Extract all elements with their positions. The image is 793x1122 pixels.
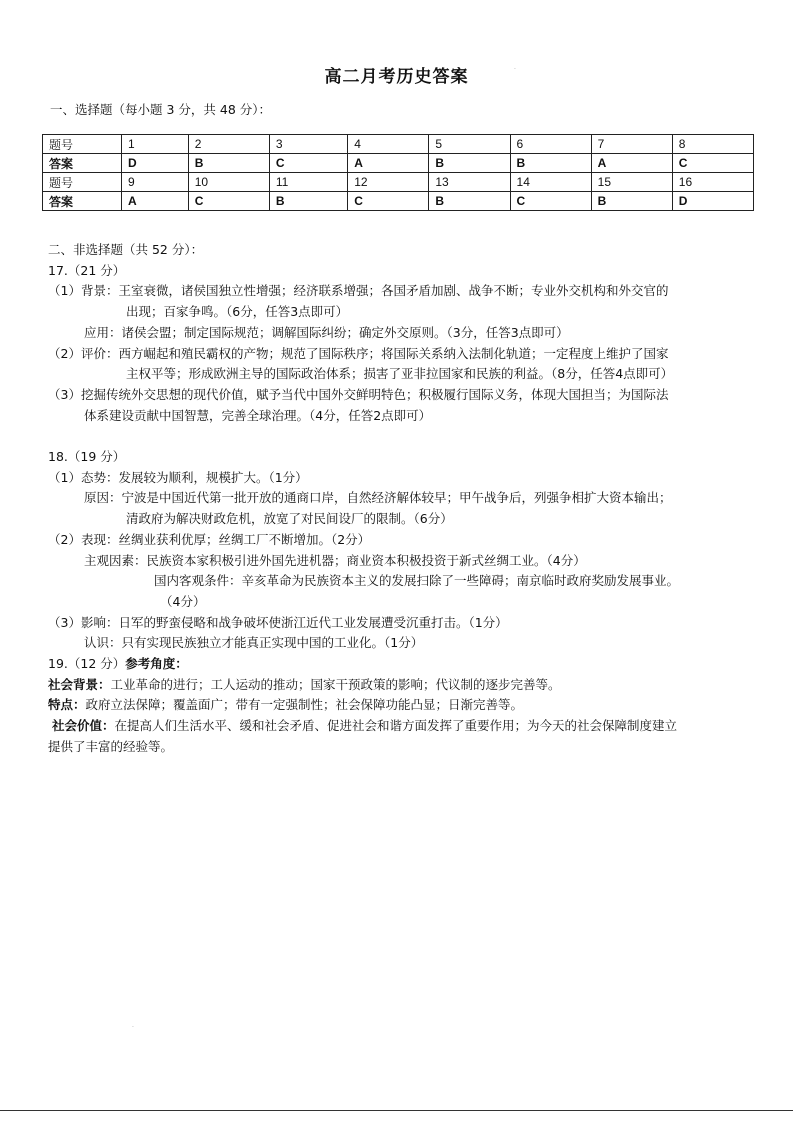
q18-part1-reason-cont: 清政府为解决财政危机，放宽了对民间设厂的限制。（6分）	[126, 511, 453, 527]
q19-background-text: 工业革命的进行；工人运动的推动；国家干预政策的影响；代议制的逐步完善等。	[110, 676, 561, 692]
table-cell: 1	[122, 135, 189, 154]
table-cell: 14	[510, 173, 591, 192]
answer-content	[48, 240, 758, 758]
answer-table	[42, 134, 754, 211]
table-cell: 16	[672, 173, 753, 192]
q19-features	[48, 695, 758, 716]
q18-part1-reason: 原因：宁波是中国近代第一批开放的通商口岸，自然经济解体较早；甲午战争后，列强争相扩大资本输出；	[84, 490, 672, 506]
q18-heading: 18.（19 分）	[48, 449, 126, 465]
q18-part2-objective: 国内客观条件：辛亥革命为民族资本主义的发展扫除了一些障碍；南京临时政府奖励发展事业。	[154, 573, 680, 589]
table-cell: A	[591, 154, 672, 173]
q18-part2-objective-score: （4分）	[160, 593, 206, 609]
q17-part1-line2: 出现；百家争鸣。（6分，任答3点即可）	[126, 304, 349, 320]
table-row	[43, 135, 754, 154]
q19-background	[48, 675, 758, 696]
q18-part3-line1: （3）影响：日军的野蛮侵略和战争破坏使浙江近代工业发展遭受沉重打击。（1分）	[48, 614, 508, 630]
spacer	[48, 426, 758, 447]
row-label: 答案	[43, 154, 122, 173]
section-2-heading: 二、非选择题（共 52 分）：	[48, 242, 204, 257]
table-cell: 4	[348, 135, 429, 154]
q19-features-label: 特点：	[48, 697, 86, 713]
table-cell: 8	[672, 135, 753, 154]
table-cell: C	[672, 154, 753, 173]
table-cell: 12	[348, 173, 429, 192]
q19-background-label: 社会背景：	[48, 676, 111, 692]
table-cell: C	[348, 192, 429, 211]
table-cell: B	[429, 192, 510, 211]
table-row	[43, 154, 754, 173]
decorative-dot: .	[514, 64, 516, 71]
table-cell: B	[269, 192, 347, 211]
table-cell: B	[510, 154, 591, 173]
table-cell: B	[591, 192, 672, 211]
table-cell: 13	[429, 173, 510, 192]
table-cell: 6	[510, 135, 591, 154]
q19-features-text: 政府立法保障；覆盖面广；带有一定强制性；社会保障功能凸显；日渐完善等。	[85, 697, 524, 713]
table-cell: 3	[269, 135, 347, 154]
table-cell: 11	[269, 173, 347, 192]
table-cell: 5	[429, 135, 510, 154]
row-label: 题号	[43, 173, 122, 192]
q17-part3-line2: 体系建设贡献中国智慧，完善全球治理。（4分，任答2点即可）	[84, 407, 432, 423]
q19-reference-label: 参考角度：	[125, 656, 188, 672]
q17-part2-line1: （2）评价：西方崛起和殖民霸权的产物；规范了国际秩序；将国际关系纳入法制化轨道；一定程度上维护了国家	[48, 345, 669, 361]
q17-part2-line2: 主权平等；形成欧洲主导的国际政治体系；损害了亚非拉国家和民族的利益。（8分，任答4点即可）	[126, 366, 674, 382]
q19-value-cont: 提供了丰富的经验等。	[48, 738, 174, 754]
table-cell: D	[122, 154, 189, 173]
decorative-dot: .	[132, 1022, 134, 1029]
table-cell: B	[429, 154, 510, 173]
row-label: 答案	[43, 192, 122, 211]
q19-number: 19.（12 分）	[48, 656, 126, 672]
page-title: 高二月考历史答案	[324, 67, 469, 87]
table-cell: 7	[591, 135, 672, 154]
q19-value	[48, 716, 758, 737]
table-cell: C	[188, 192, 269, 211]
table-row	[43, 173, 754, 192]
q17-part3-line1: （3）挖掘传统外交思想的现代价值，赋予当代中国外交鲜明特色；积极履行国际义务，体现大国担当；为国际法	[48, 386, 669, 402]
q19-value-text: 在提高人们生活水平、缓和社会矛盾、促进社会和谐方面发挥了重要作用；为今天的社会保障制度建立	[114, 718, 678, 734]
q18-part3-recognition: 认识：只有实现民族独立才能真正实现中国的工业化。（1分）	[84, 635, 424, 651]
table-cell: 15	[591, 173, 672, 192]
q18-part1-line1: （1）态势：发展较为顺利，规模扩大。（1分）	[48, 469, 308, 485]
q17-part1-application: 应用：诸侯会盟；制定国际规范；调解国际纠纷；确定外交原则。（3分，任答3点即可）	[84, 324, 569, 340]
q18-part2-line1: （2）表现：丝绸业获利优厚；丝绸工厂不断增加。（2分）	[48, 531, 371, 547]
q19-heading	[48, 654, 758, 675]
table-cell: C	[510, 192, 591, 211]
section-1-heading: 一、选择题（每小题 3 分，共 48 分）：	[50, 102, 272, 117]
table-cell: D	[672, 192, 753, 211]
q17-heading: 17.（21 分）	[48, 262, 126, 278]
table-cell: 9	[122, 173, 189, 192]
q17-part1-line1: （1）背景：王室衰微，诸侯国独立性增强；经济联系增强；各国矛盾加剧、战争不断；专业外交机构和外交官的	[48, 283, 669, 299]
footer-rule	[0, 1110, 793, 1111]
table-cell: 10	[188, 173, 269, 192]
table-cell: A	[348, 154, 429, 173]
q19-value-label: 社会价值：	[51, 718, 115, 734]
table-cell: C	[269, 154, 347, 173]
table-cell: 2	[188, 135, 269, 154]
row-label: 题号	[43, 135, 122, 154]
q18-part2-subjective: 主观因素：民族资本家积极引进外国先进机器；商业资本积极投资于新式丝绸工业。（4分）	[84, 552, 586, 568]
table-cell: A	[122, 192, 189, 211]
table-row	[43, 192, 754, 211]
table-cell: B	[188, 154, 269, 173]
